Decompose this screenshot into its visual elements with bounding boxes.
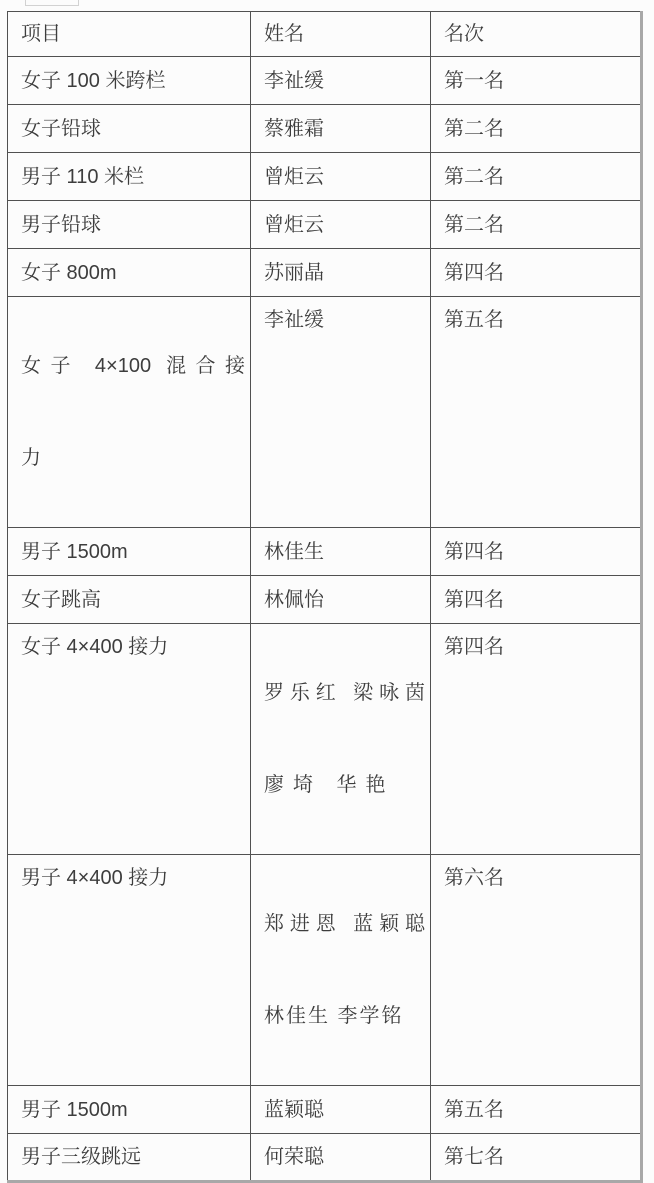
event-cell [8,297,251,528]
rank-cell: 第六名 [431,855,642,1086]
rank-cell: 第四名 [431,576,642,624]
event-cell: 女子铅球 [8,105,251,153]
table-row [8,855,642,1086]
header-event: 项目 [8,12,251,57]
rank-cell: 第二名 [431,153,642,201]
table-row [8,153,642,201]
name-cell: 苏丽晶 [251,249,431,297]
table-row [8,1134,642,1182]
name-cell: 曾炬云 [251,201,431,249]
table-row [8,624,642,855]
name-line: 廖埼 华艳 [264,774,395,796]
event-line: 力 [21,447,41,469]
table-row [8,249,642,297]
rank-cell: 第五名 [431,1086,642,1134]
name-cell: 何荣聪 [251,1134,431,1182]
table-row [8,105,642,153]
event-cell: 女子跳高 [8,576,251,624]
event-cell: 女子 4×400 接力 [8,624,251,855]
name-cell: 林佳生 [251,528,431,576]
name-cell: 林佩怡 [251,576,431,624]
table-row [8,297,642,528]
event-line: 女子 4×100 混合接 [21,355,245,377]
name-cell [251,855,431,1086]
name-cell: 李祉缓 [251,57,431,105]
table-row [8,1086,642,1134]
rank-cell: 第四名 [431,624,642,855]
table-row [8,201,642,249]
header-rank: 名次 [431,12,642,57]
event-cell: 男子铅球 [8,201,251,249]
event-cell: 男子 110 米栏 [8,153,251,201]
name-line: 郑进恩 蓝颖聪 [264,913,425,935]
name-line: 罗乐红 梁咏茵 [264,682,425,704]
name-cell: 曾炬云 [251,153,431,201]
event-cell: 男子三级跳远 [8,1134,251,1182]
rank-cell: 第二名 [431,201,642,249]
event-cell: 男子 1500m [8,1086,251,1134]
name-line: 林佳生 李学铭 [264,1005,404,1027]
name-cell: 蔡雅霜 [251,105,431,153]
rank-cell: 第七名 [431,1134,642,1182]
event-cell: 男子 1500m [8,528,251,576]
table-header-row [8,12,642,57]
event-cell: 女子 800m [8,249,251,297]
table-row [8,528,642,576]
name-cell: 蓝颖聪 [251,1086,431,1134]
results-table [7,11,643,1183]
event-cell: 男子 4×400 接力 [8,855,251,1086]
table-row [8,57,642,105]
rank-cell: 第四名 [431,528,642,576]
table-row [8,576,642,624]
name-cell: 李祉缓 [251,297,431,528]
name-cell [251,624,431,855]
scan-artifact [25,0,79,6]
rank-cell: 第二名 [431,105,642,153]
rank-cell: 第一名 [431,57,642,105]
rank-cell: 第五名 [431,297,642,528]
rank-cell: 第四名 [431,249,642,297]
header-name: 姓名 [251,12,431,57]
event-cell: 女子 100 米跨栏 [8,57,251,105]
